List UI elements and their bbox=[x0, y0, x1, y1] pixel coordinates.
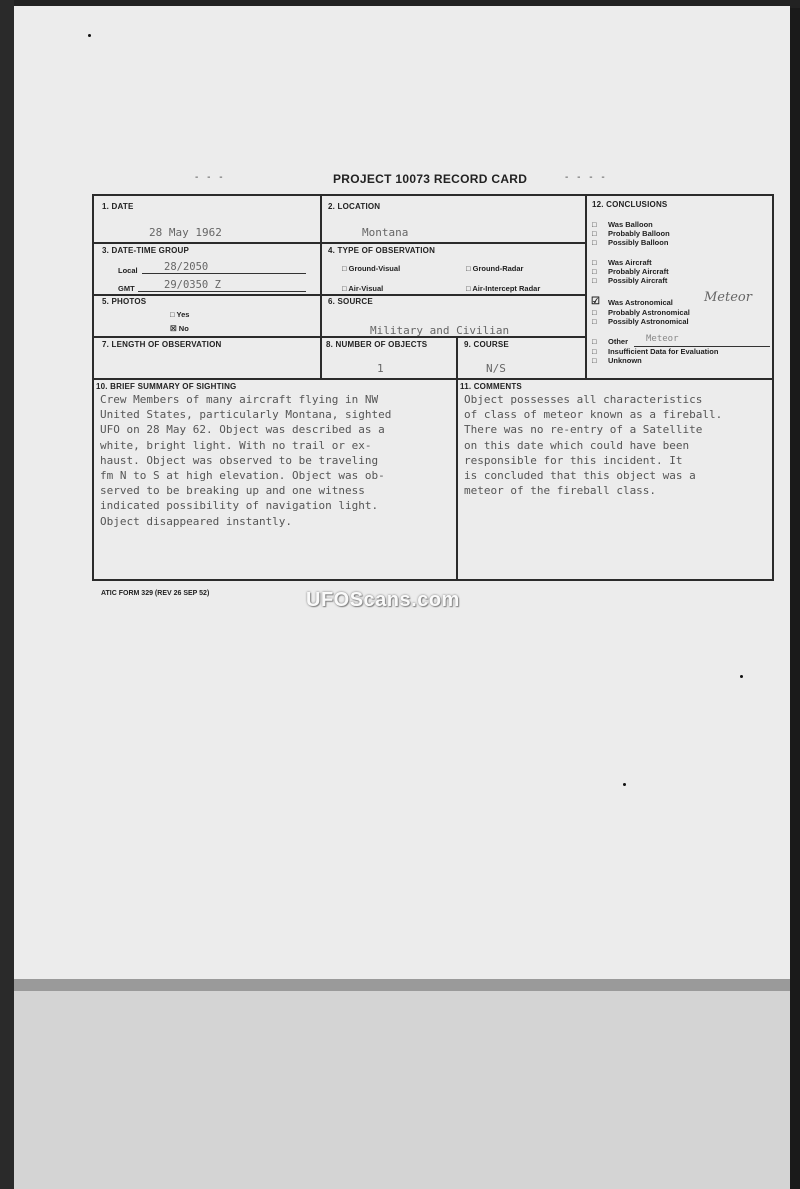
speck bbox=[88, 34, 91, 37]
comment-line: There was no re-entry of a Satellite bbox=[464, 423, 703, 437]
conclusion-was-balloon: Was Balloon bbox=[608, 220, 653, 229]
scan-border-left bbox=[0, 0, 14, 1189]
option-air-intercept-radar: □ Air-Intercept Radar bbox=[466, 284, 541, 293]
comment-line: on this date which could have been bbox=[464, 438, 690, 452]
brief-summary-label: 10. BRIEF SUMMARY OF SIGHTING bbox=[96, 382, 237, 391]
local-label: Local bbox=[118, 266, 138, 275]
date-label: 1. DATE bbox=[102, 202, 134, 211]
photos-no-option: ☒ No bbox=[170, 324, 189, 333]
title-dash-left: - - - bbox=[195, 172, 226, 183]
gmt-underline bbox=[138, 291, 306, 292]
conclusion-was-aircraft: Was Aircraft bbox=[608, 258, 652, 267]
summary-line: served to be breaking up and one witness bbox=[100, 484, 365, 498]
summary-line: UFO on 28 May 62. Object was described as a bbox=[100, 423, 385, 437]
checkbox-icon: □ bbox=[592, 308, 597, 317]
conclusion-was-astronomical: Was Astronomical bbox=[608, 298, 673, 307]
checkbox-icon: □ bbox=[592, 238, 597, 247]
source-value: Military and Civilian bbox=[370, 324, 510, 337]
conclusion-other-value: Meteor bbox=[646, 334, 679, 344]
local-underline bbox=[142, 273, 306, 274]
length-of-observation-label: 7. LENGTH OF OBSERVATION bbox=[102, 340, 222, 349]
summary-line: Crew Members of many aircraft flying in NW bbox=[100, 393, 379, 406]
speck bbox=[740, 675, 743, 678]
handwritten-meteor-note: Meteor bbox=[704, 290, 752, 305]
checkbox-icon: □ bbox=[592, 356, 597, 365]
checkbox-icon: □ bbox=[592, 337, 597, 346]
conclusion-possibly-astronomical: Possibly Astronomical bbox=[608, 317, 689, 326]
number-of-objects-label: 8. NUMBER OF OBJECTS bbox=[326, 340, 428, 349]
photos-yes-option: □ Yes bbox=[170, 310, 190, 319]
checkbox-icon: □ bbox=[592, 258, 597, 267]
comment-line: meteor of the fireball class. bbox=[464, 484, 657, 498]
summary-line: United States, particularly Montana, sighted bbox=[100, 408, 392, 422]
scan-shadow-band bbox=[14, 979, 790, 991]
checkbox-icon: □ bbox=[592, 220, 597, 229]
conclusion-other-label: Other bbox=[608, 337, 629, 346]
summary-line: indicated possibility of navigation light. bbox=[100, 499, 379, 513]
course-label: 9. COURSE bbox=[464, 340, 509, 349]
summary-line: white, bright light. With no trail or ex- bbox=[100, 438, 372, 452]
conclusion-insufficient-data: Insufficient Data for Evaluation bbox=[608, 347, 719, 356]
card-title: PROJECT 10073 RECORD CARD bbox=[333, 172, 528, 186]
title-dash-right: - - - - bbox=[565, 172, 608, 183]
brief-summary-text bbox=[100, 392, 391, 529]
option-ground-radar: □ Ground-Radar bbox=[466, 264, 524, 273]
checkbox-icon: □ bbox=[592, 229, 597, 238]
comment-line: Object possesses all characteristics bbox=[464, 393, 703, 406]
course-value: N/S bbox=[486, 362, 506, 375]
record-card bbox=[92, 194, 774, 581]
photos-label: 5. PHOTOS bbox=[102, 297, 147, 306]
gmt-label: GMT bbox=[118, 284, 135, 293]
watermark: UFOScans.com bbox=[306, 589, 460, 611]
summary-line: Object disappeared instantly. bbox=[100, 514, 293, 528]
checkbox-icon: □ bbox=[592, 347, 597, 356]
conclusion-probably-balloon: Probably Balloon bbox=[608, 229, 670, 238]
type-of-observation-label: 4. TYPE OF OBSERVATION bbox=[328, 246, 436, 255]
document-page-lower bbox=[14, 979, 790, 1189]
comment-line: responsible for this incident. It bbox=[464, 453, 683, 467]
checked-checkbox-icon: ☑ bbox=[591, 296, 600, 307]
comment-line: of class of meteor known as a fireball. bbox=[464, 408, 723, 422]
location-label: 2. LOCATION bbox=[328, 202, 381, 211]
comments-text bbox=[464, 392, 722, 498]
conclusion-possibly-balloon: Possibly Balloon bbox=[608, 238, 669, 247]
gmt-value: 29/0350 Z bbox=[164, 279, 221, 291]
date-time-group-label: 3. DATE-TIME GROUP bbox=[102, 246, 190, 255]
location-value: Montana bbox=[362, 226, 409, 239]
source-label: 6. SOURCE bbox=[328, 297, 373, 306]
form-number: ATIC FORM 329 (REV 26 SEP 52) bbox=[101, 590, 210, 597]
conclusions-label: 12. CONCLUSIONS bbox=[592, 200, 668, 209]
summary-line: haust. Object was observed to be traveling bbox=[100, 453, 379, 467]
checkbox-icon: □ bbox=[592, 267, 597, 276]
comment-line: is concluded that this object was a bbox=[464, 469, 696, 483]
conclusion-probably-aircraft: Probably Aircraft bbox=[608, 267, 669, 276]
checkbox-icon: □ bbox=[592, 317, 597, 326]
conclusion-probably-astronomical: Probably Astronomical bbox=[608, 308, 690, 317]
number-of-objects-value: 1 bbox=[377, 362, 384, 375]
local-value: 28/2050 bbox=[164, 261, 209, 273]
speck bbox=[623, 783, 626, 786]
summary-line: fm N to S at high elevation. Object was ob- bbox=[100, 469, 385, 483]
conclusion-possibly-aircraft: Possibly Aircraft bbox=[608, 276, 668, 285]
option-air-visual: □ Air-Visual bbox=[342, 284, 384, 293]
conclusion-unknown: Unknown bbox=[608, 356, 642, 365]
comments-label: 11. COMMENTS bbox=[460, 382, 522, 391]
option-ground-visual: □ Ground-Visual bbox=[342, 264, 401, 273]
date-value: 28 May 1962 bbox=[149, 226, 222, 239]
checkbox-icon: □ bbox=[592, 276, 597, 285]
